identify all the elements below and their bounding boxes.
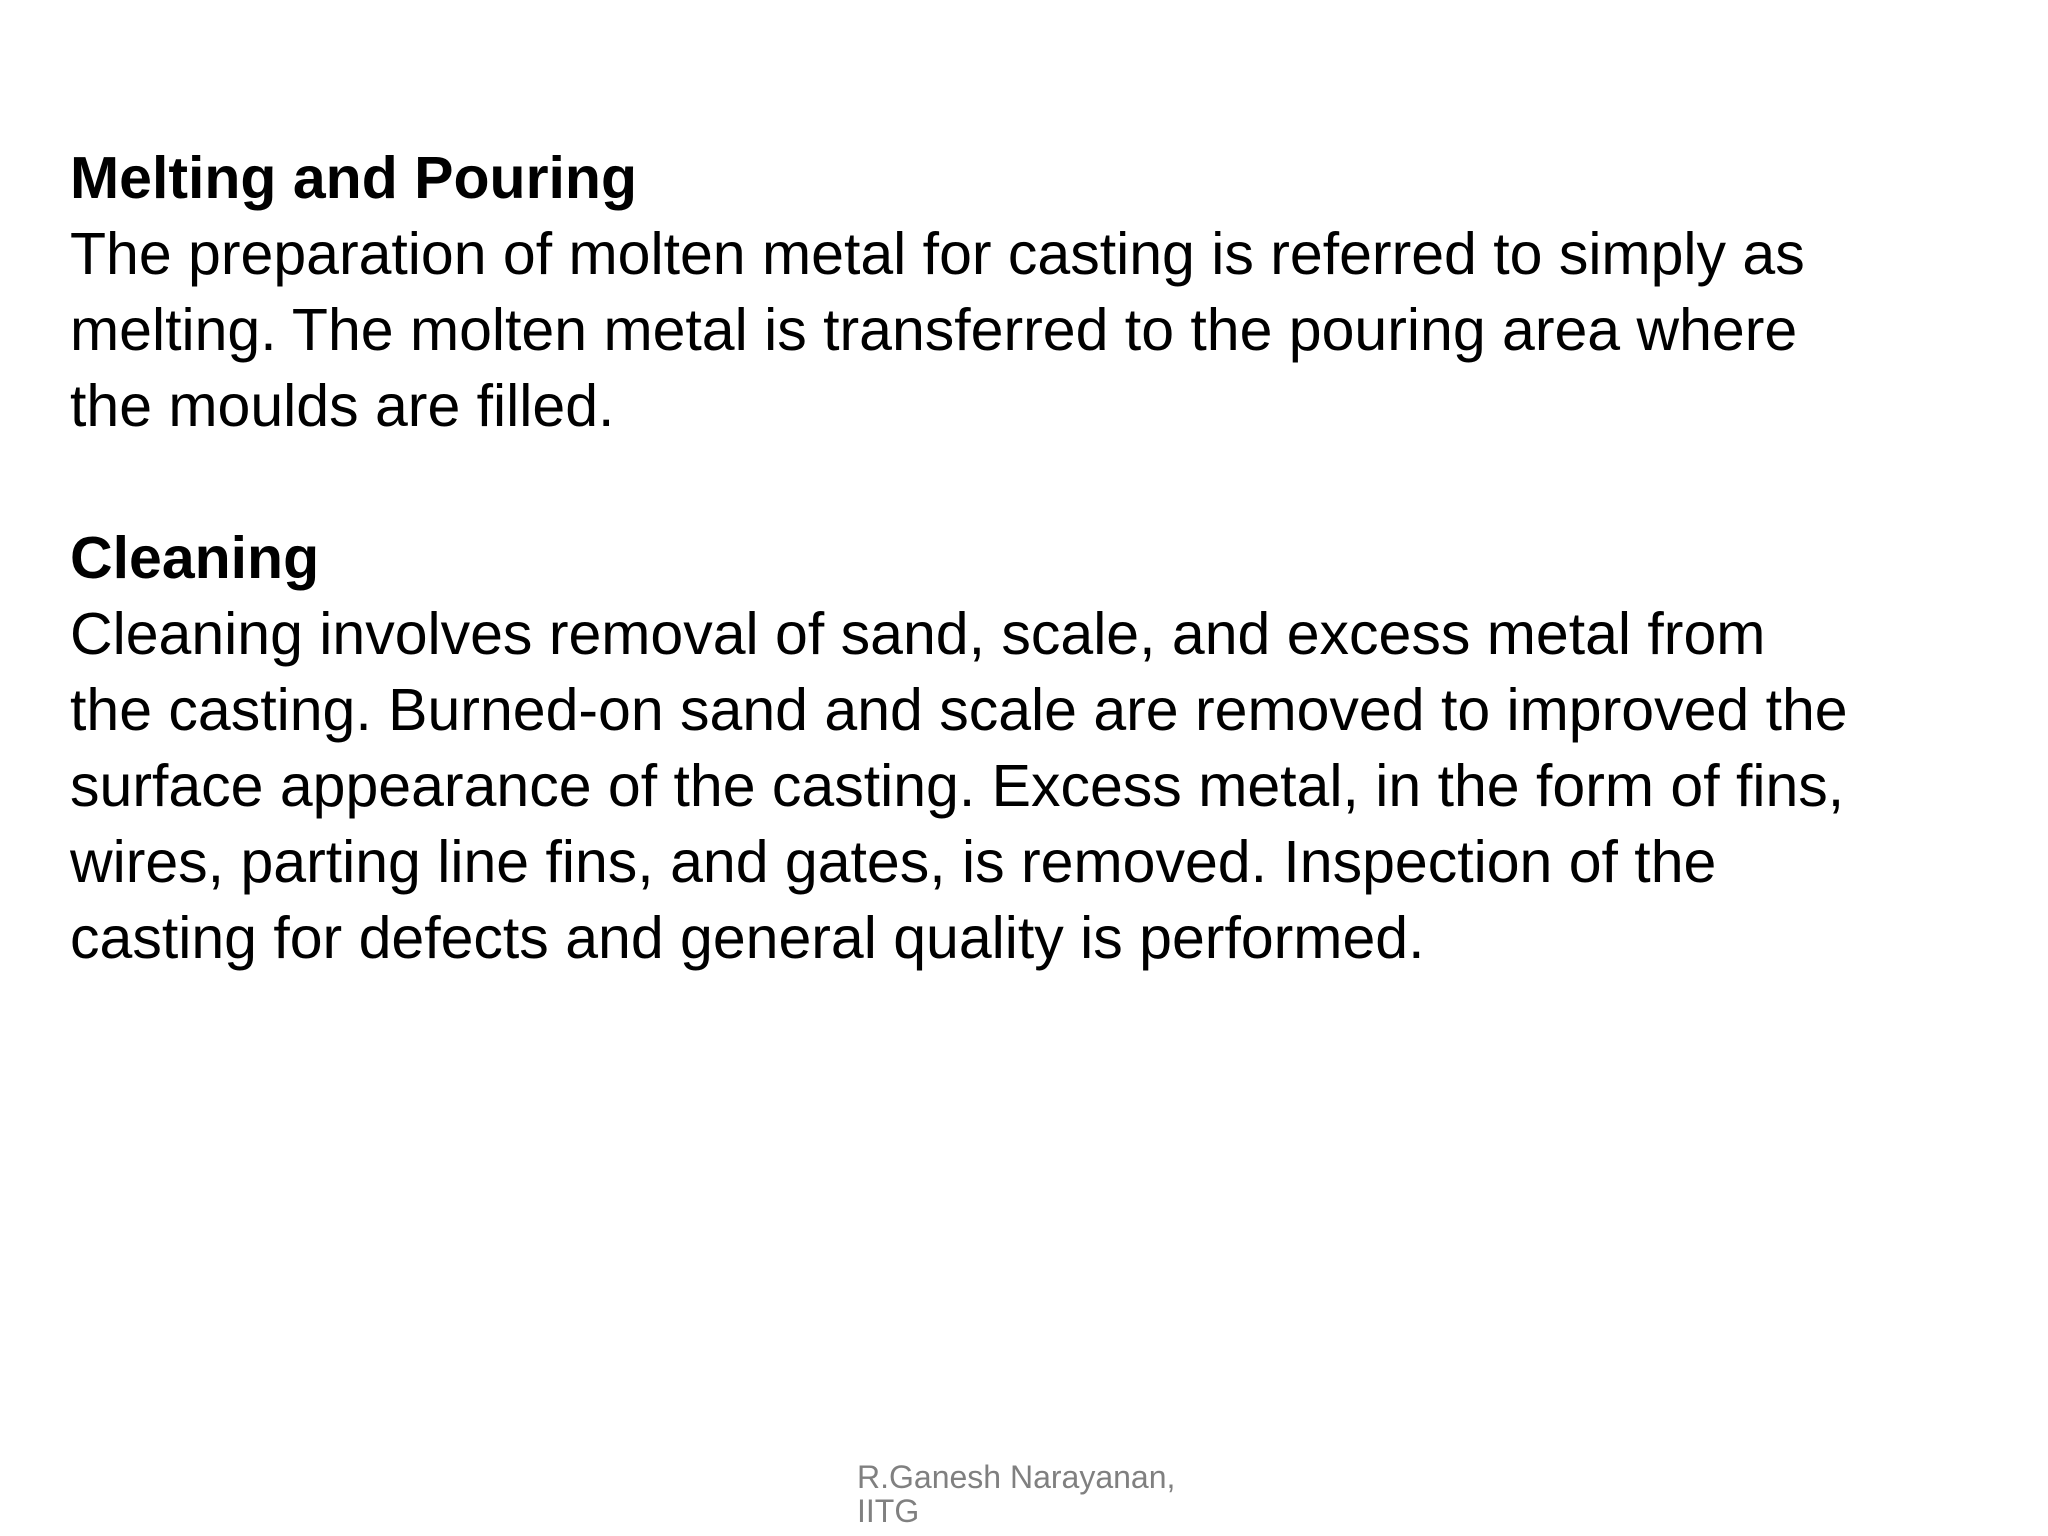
section-body: The preparation of molten metal for casting is referred to simply as melting. The molten metal is transferred to the pouring area where the moulds are filled. [70, 221, 1805, 439]
slide-content [70, 140, 2000, 976]
section-heading: Melting and Pouring [70, 145, 638, 211]
section-body: Cleaning involves removal of sand, scale, and excess metal from the casting. Burned-on sand and scale are removed to improved the surface appearance of the casting. Excess metal, in the form of fins, wires, parting line fins, and gates, is removed. Inspection of the casting for defects and general quality is performed. [70, 601, 1848, 971]
section-spacer [70, 444, 2000, 520]
section-cleaning [70, 520, 2000, 976]
footer-author: R.Ganesh Narayanan, IITG [857, 1459, 1176, 1529]
section-melting-pouring [70, 140, 2000, 444]
section-heading: Cleaning [70, 525, 320, 591]
